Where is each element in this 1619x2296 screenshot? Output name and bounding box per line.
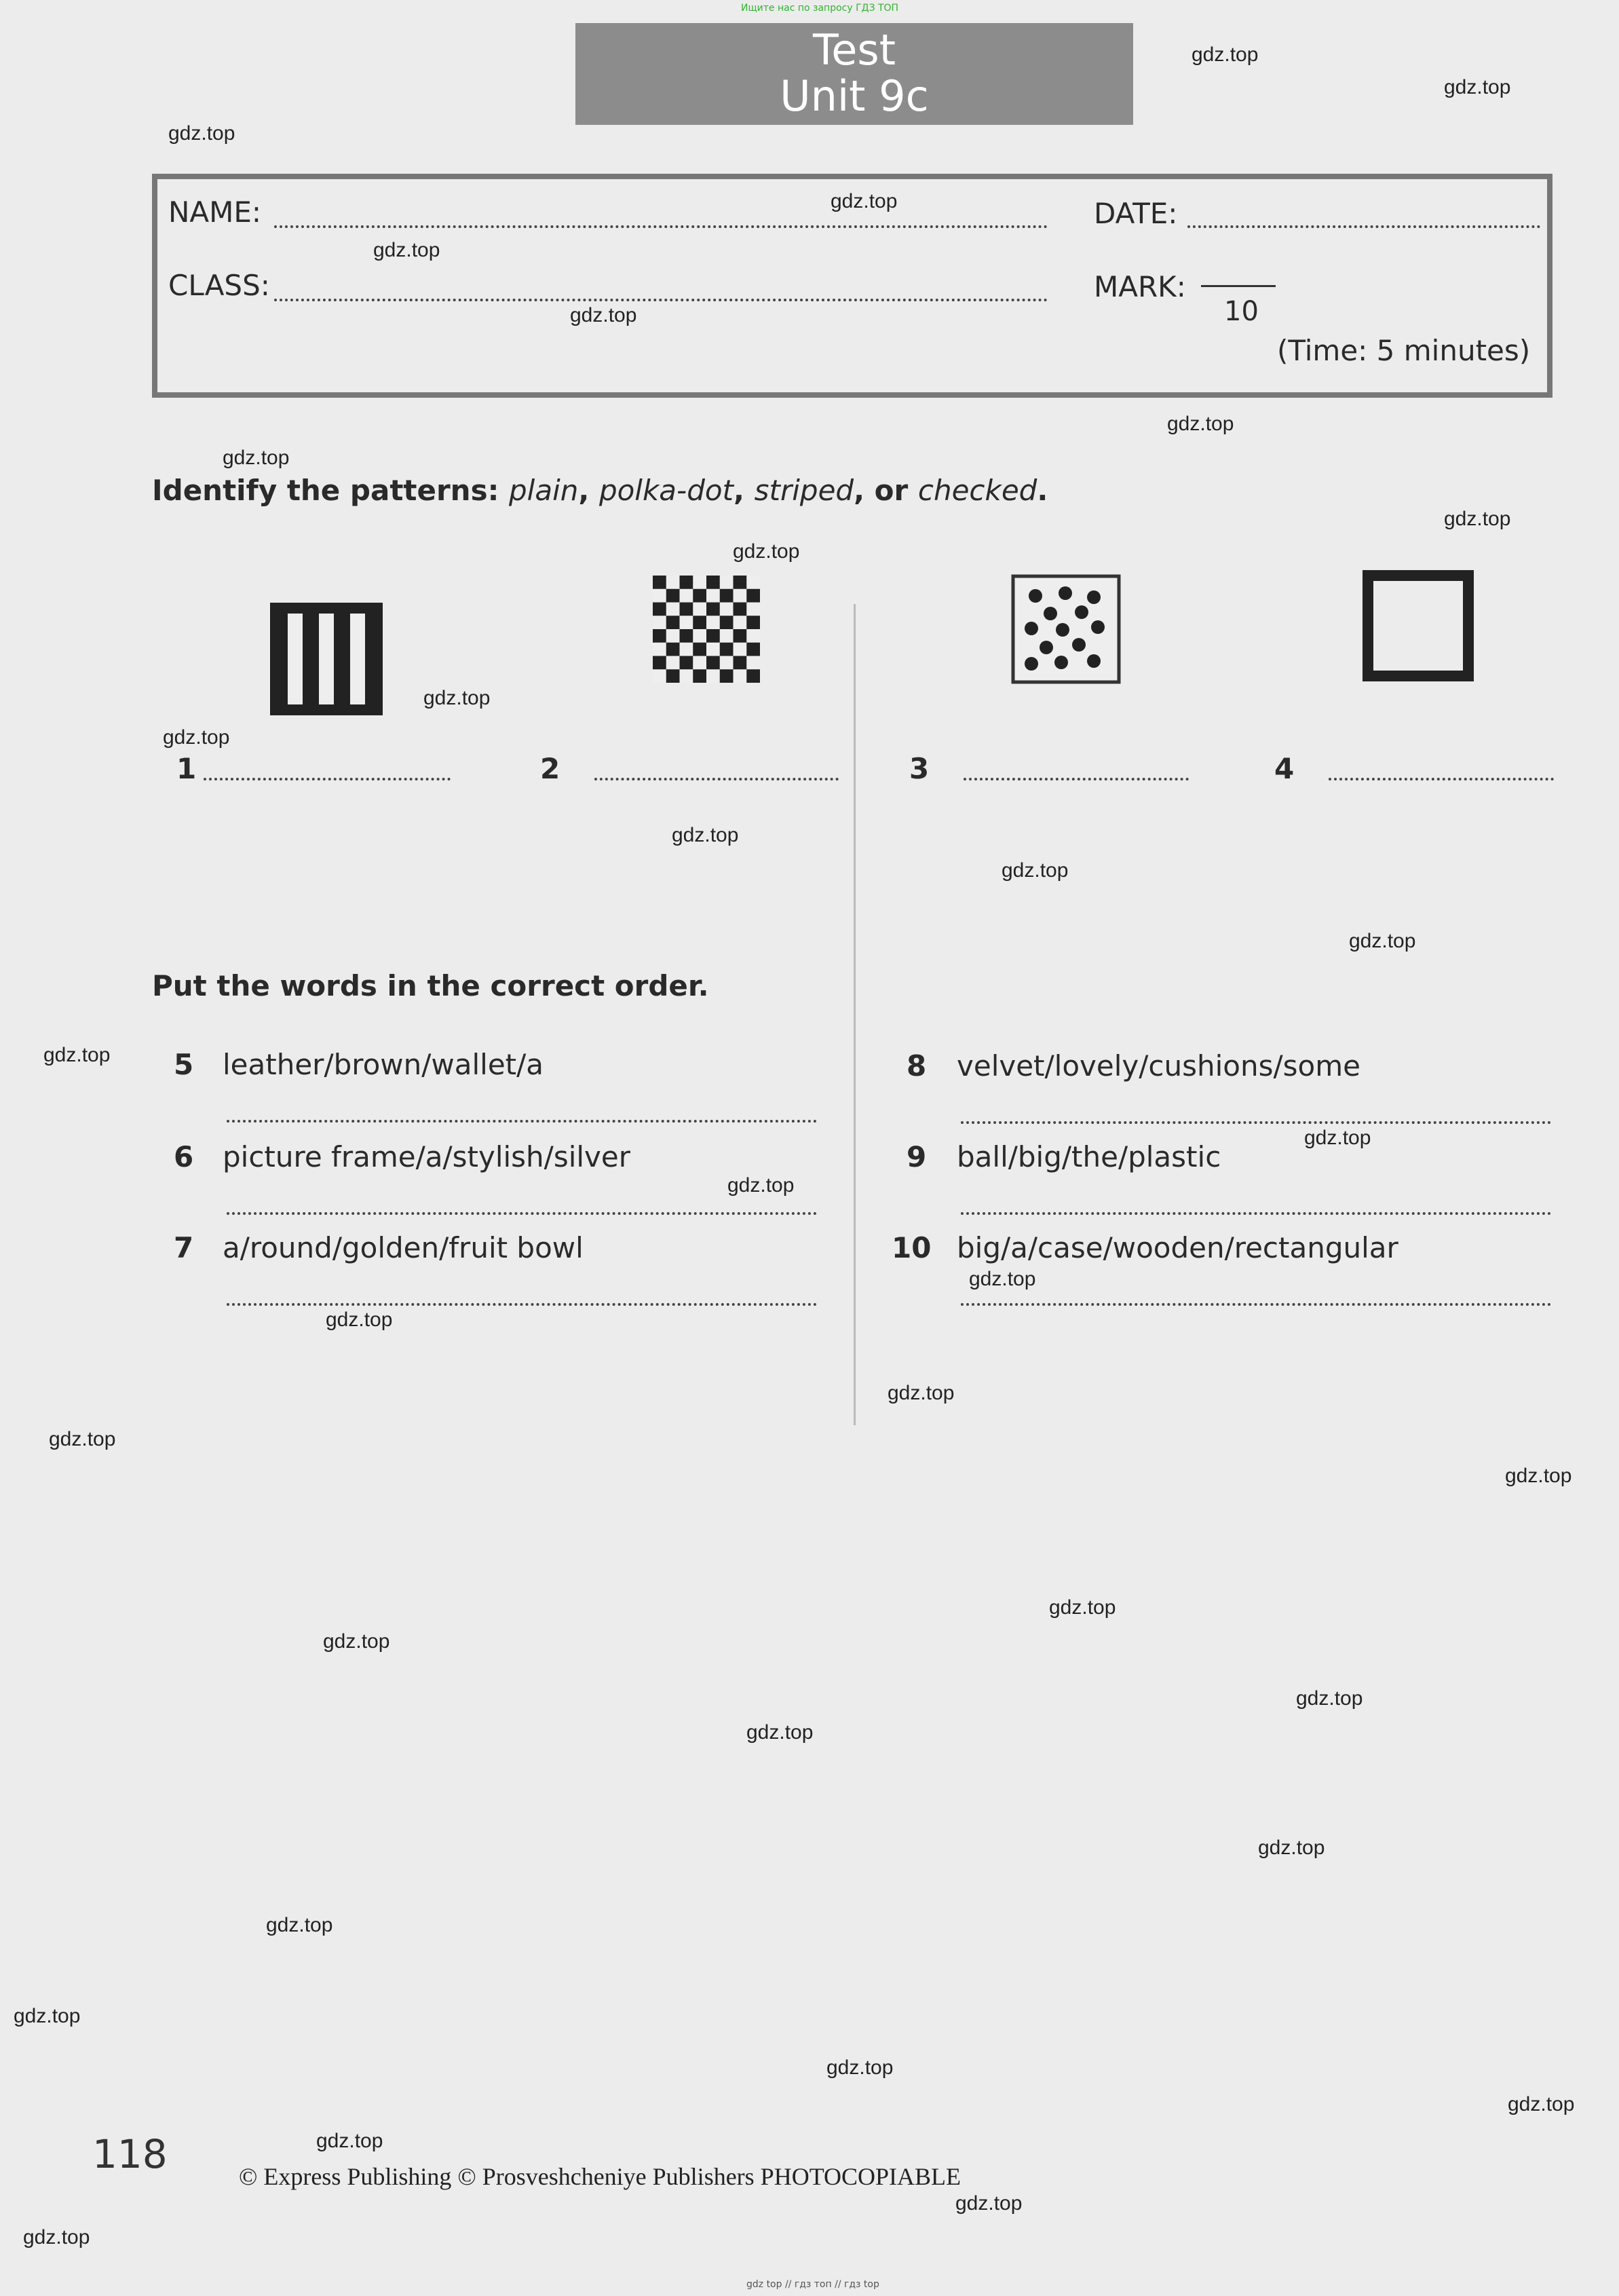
striped-pattern-icon	[270, 603, 383, 715]
test-title-box	[575, 23, 1133, 125]
copyright-line: © Express Publishing © Prosveshcheniye Publishers PHOTOCOPIABLE	[239, 2163, 961, 2190]
item-10-answer[interactable]	[961, 1303, 1551, 1306]
watermark: gdz.top	[266, 1914, 333, 1936]
column-divider	[854, 604, 856, 1425]
watermark: gdz.top	[1296, 1687, 1363, 1710]
test-title	[575, 23, 1133, 119]
item-3-number: 3	[909, 752, 930, 785]
watermark: gdz.top	[168, 122, 235, 145]
plain-pattern-icon	[1363, 570, 1474, 681]
item-8-answer[interactable]	[961, 1121, 1551, 1124]
watermark: gdz.top	[1192, 43, 1259, 66]
item-6-answer[interactable]	[227, 1212, 817, 1215]
watermark: gdz.top	[323, 1630, 390, 1653]
item-10-prompt: big/a/case/wooden/rectangular	[957, 1231, 1398, 1264]
watermark: gdz.top	[1349, 930, 1416, 952]
watermark: gdz.top	[955, 2192, 1023, 2215]
item-5-answer[interactable]	[227, 1120, 817, 1123]
watermark: gdz.top	[1167, 413, 1234, 435]
test-title-line2: Unit 9c	[780, 71, 929, 121]
item-10-number: 10	[892, 1231, 932, 1264]
watermark: gdz.top	[733, 540, 800, 563]
watermark: gdz.top	[43, 1044, 111, 1066]
item-1-answer[interactable]	[204, 778, 451, 780]
section2-instructions: Put the words in the correct order.	[152, 969, 709, 1002]
mark-total: 10	[1224, 296, 1259, 327]
item-8-number: 8	[907, 1049, 927, 1083]
watermark: gdz.top	[373, 239, 440, 261]
item-2-number: 2	[540, 752, 560, 785]
watermark: gdz.top	[1002, 859, 1069, 882]
watermark: gdz.top	[326, 1309, 393, 1331]
item-6-number: 6	[174, 1140, 194, 1173]
section1-instructions: Identify the patterns: plain, polka-dot, striped, or checked.	[152, 474, 1048, 507]
item-9-number: 9	[907, 1140, 927, 1173]
item-4-number: 4	[1274, 752, 1295, 785]
item-5-number: 5	[174, 1048, 194, 1081]
watermark: gdz.top	[727, 1174, 795, 1197]
site-top-link[interactable]: Ищите нас по запросу ГДЗ ТОП	[741, 3, 899, 14]
mark-label: MARK:	[1094, 270, 1186, 303]
item-7-answer[interactable]	[227, 1303, 817, 1306]
class-field[interactable]	[274, 299, 1048, 301]
time-limit: (Time: 5 minutes)	[1277, 334, 1531, 367]
watermark: gdz.top	[746, 1721, 814, 1744]
checked-pattern-icon	[653, 576, 760, 683]
item-1-number: 1	[176, 752, 197, 785]
item-6-prompt: picture frame/a/stylish/silver	[223, 1140, 631, 1173]
watermark: gdz.top	[23, 2226, 90, 2248]
watermark: gdz.top	[1444, 76, 1511, 98]
name-label: NAME:	[168, 195, 262, 229]
watermark: gdz.top	[1505, 1465, 1572, 1487]
item-2-answer[interactable]	[594, 778, 839, 780]
page-number: 118	[92, 2131, 168, 2177]
watermark: gdz.top	[223, 447, 290, 469]
watermark: gdz.top	[1258, 1837, 1325, 1859]
test-title-line1: Test	[812, 25, 896, 75]
watermark: gdz.top	[888, 1382, 955, 1404]
watermark: gdz.top	[1049, 1596, 1116, 1619]
watermark: gdz.top	[826, 2056, 894, 2079]
watermark: gdz.top	[49, 1428, 116, 1450]
polka-dot-pattern-icon	[1011, 574, 1121, 684]
watermark: gdz.top	[163, 726, 230, 749]
site-bottom-link[interactable]: gdz top // гдз топ // гдз top	[746, 2279, 879, 2290]
item-9-prompt: ball/big/the/plastic	[957, 1140, 1221, 1173]
watermark: gdz.top	[969, 1268, 1036, 1290]
watermark: gdz.top	[316, 2130, 383, 2152]
item-7-prompt: a/round/golden/fruit bowl	[223, 1231, 584, 1264]
item-5-prompt: leather/brown/wallet/a	[223, 1048, 544, 1081]
watermark: gdz.top	[1508, 2093, 1575, 2115]
watermark: gdz.top	[423, 687, 491, 709]
watermark: gdz.top	[831, 190, 898, 212]
item-7-number: 7	[174, 1231, 194, 1264]
watermark: gdz.top	[570, 304, 637, 326]
item-8-prompt: velvet/lovely/cushions/some	[957, 1049, 1360, 1083]
date-label: DATE:	[1094, 197, 1178, 230]
item-9-answer[interactable]	[961, 1212, 1551, 1215]
watermark: gdz.top	[14, 2005, 81, 2027]
item-4-answer[interactable]	[1329, 778, 1554, 780]
watermark: gdz.top	[1304, 1127, 1371, 1149]
name-field[interactable]	[274, 225, 1048, 228]
item-3-answer[interactable]	[964, 778, 1189, 780]
date-field[interactable]	[1187, 225, 1540, 228]
watermark: gdz.top	[1444, 508, 1511, 530]
watermark: gdz.top	[672, 824, 739, 846]
mark-field[interactable]	[1201, 285, 1276, 287]
class-label: CLASS:	[168, 269, 270, 302]
